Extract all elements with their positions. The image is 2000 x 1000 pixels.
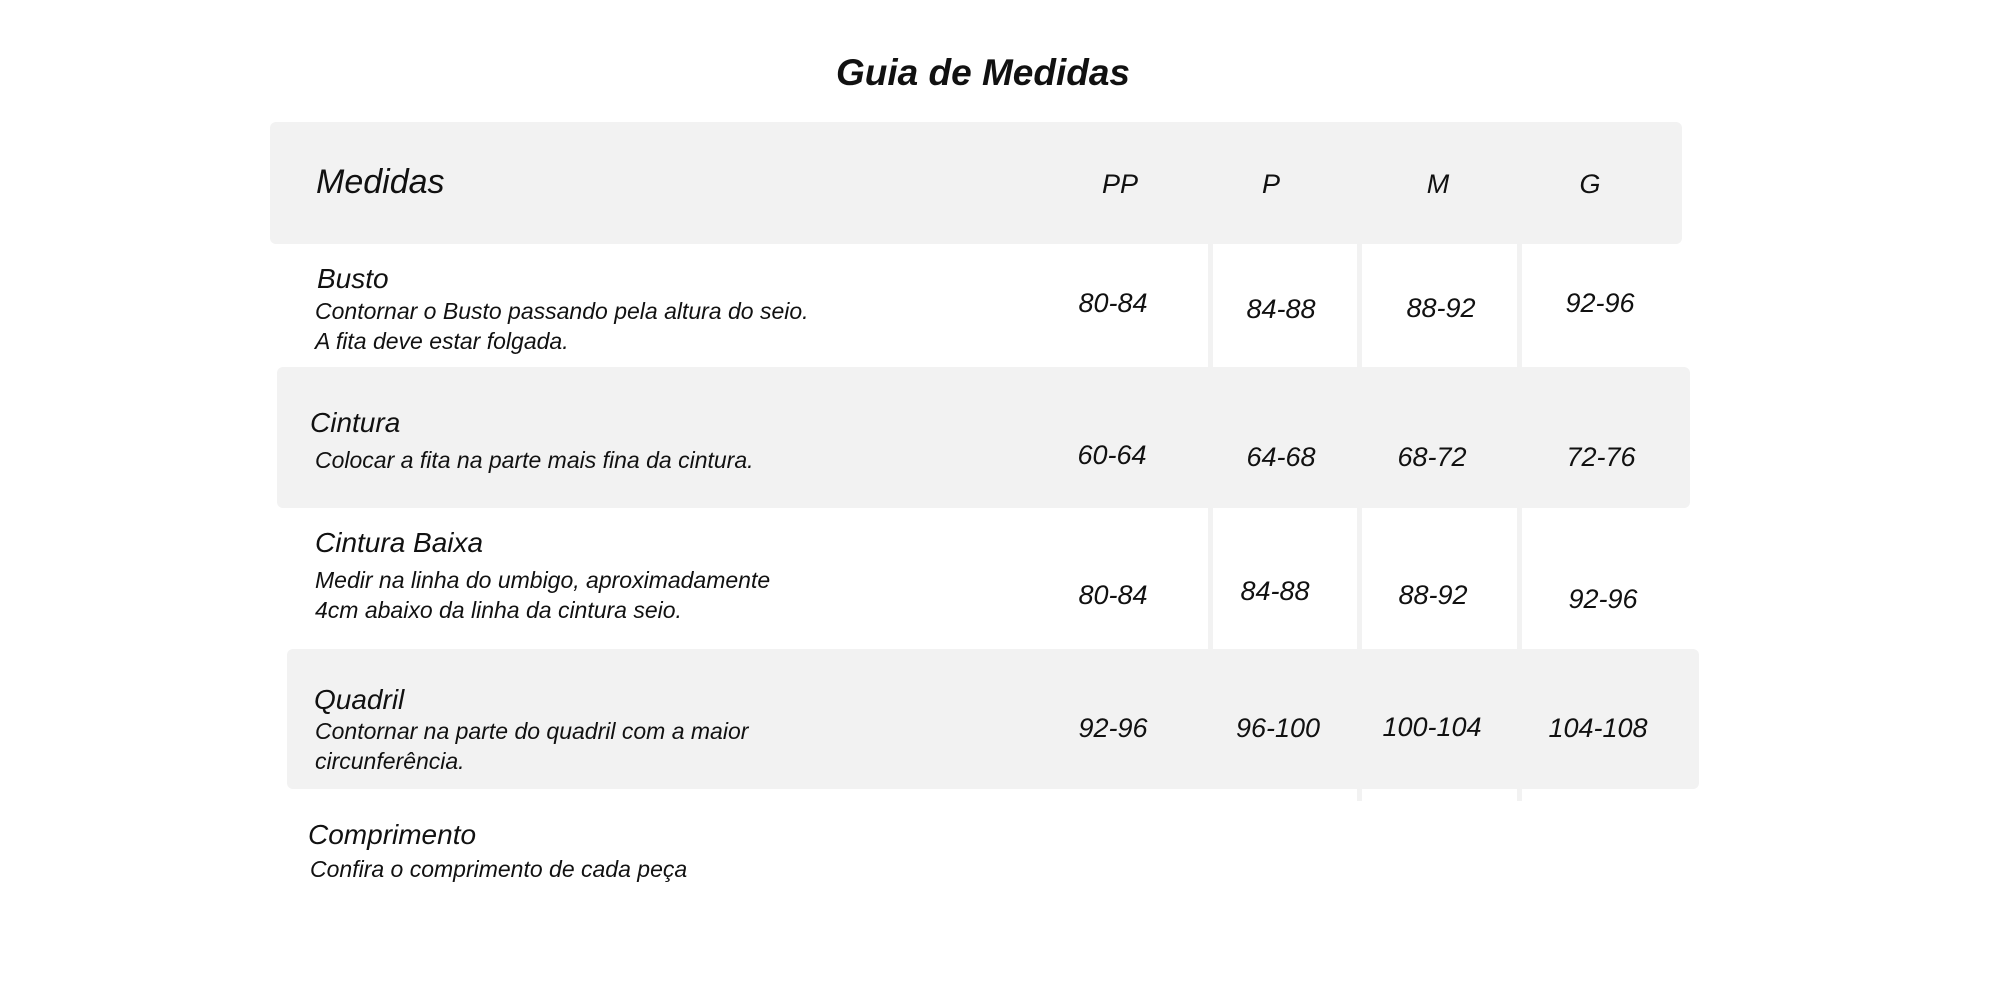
value-quadril-pp: 92-96 xyxy=(1078,713,1148,743)
row-description-comprimento: Confira o comprimento de cada peça xyxy=(310,856,688,882)
value-cintura-pp: 60-64 xyxy=(1077,440,1147,470)
size-header-p: P xyxy=(1261,169,1281,199)
column-divider xyxy=(1517,789,1522,801)
row-name-busto: Busto xyxy=(317,263,389,294)
row-description-busto-line1: Contornar o Busto passando pela altura do seio. xyxy=(315,298,809,324)
value-busto-pp: 80-84 xyxy=(1078,288,1148,318)
row-description-cintura: Colocar a fita na parte mais fina da cintura. xyxy=(315,447,754,473)
header-band xyxy=(270,122,1682,244)
column-divider xyxy=(1208,244,1213,367)
row-description-quadril-line2: circunferência. xyxy=(315,748,465,774)
column-divider xyxy=(1208,508,1213,649)
value-cintura-baixa-p: 84-88 xyxy=(1240,576,1310,606)
row-name-cintura-baixa: Cintura Baixa xyxy=(315,527,484,558)
header-label: Medidas xyxy=(316,163,445,201)
value-cintura-p: 64-68 xyxy=(1246,442,1316,472)
row-description-cintura-baixa-line2: 4cm abaixo da linha da cintura seio. xyxy=(315,597,682,623)
value-busto-g: 92-96 xyxy=(1565,288,1635,318)
value-cintura-baixa-g: 92-96 xyxy=(1568,584,1638,614)
value-cintura-baixa-m: 88-92 xyxy=(1398,580,1468,610)
row-name-cintura: Cintura xyxy=(310,407,401,438)
column-divider xyxy=(1357,244,1362,367)
column-divider xyxy=(1517,244,1522,367)
column-divider xyxy=(1357,789,1362,801)
row-band-cintura xyxy=(277,367,1690,508)
size-header-m: M xyxy=(1426,169,1450,199)
value-busto-p: 84-88 xyxy=(1246,294,1316,324)
value-cintura-g: 72-76 xyxy=(1566,442,1636,472)
value-busto-m: 88-92 xyxy=(1406,293,1476,323)
row-name-quadril: Quadril xyxy=(314,684,405,715)
value-quadril-p: 96-100 xyxy=(1235,713,1321,743)
value-cintura-baixa-pp: 80-84 xyxy=(1078,580,1148,610)
column-divider xyxy=(1357,508,1362,649)
row-description-busto-line2: A fita deve estar folgada. xyxy=(315,328,569,354)
page-title: Guia de Medidas xyxy=(835,52,1130,93)
size-header-pp: PP xyxy=(1101,169,1139,199)
row-description-cintura-baixa-line1: Medir na linha do umbigo, aproximadamente xyxy=(315,567,771,593)
row-description-quadril-line1: Contornar na parte do quadril com a maior xyxy=(315,718,749,744)
size-header-g: G xyxy=(1579,169,1601,199)
row-name-comprimento: Comprimento xyxy=(308,819,477,850)
column-divider xyxy=(1517,508,1522,649)
value-quadril-m: 100-104 xyxy=(1382,712,1482,742)
value-quadril-g: 104-108 xyxy=(1548,713,1648,743)
value-cintura-m: 68-72 xyxy=(1397,442,1467,472)
